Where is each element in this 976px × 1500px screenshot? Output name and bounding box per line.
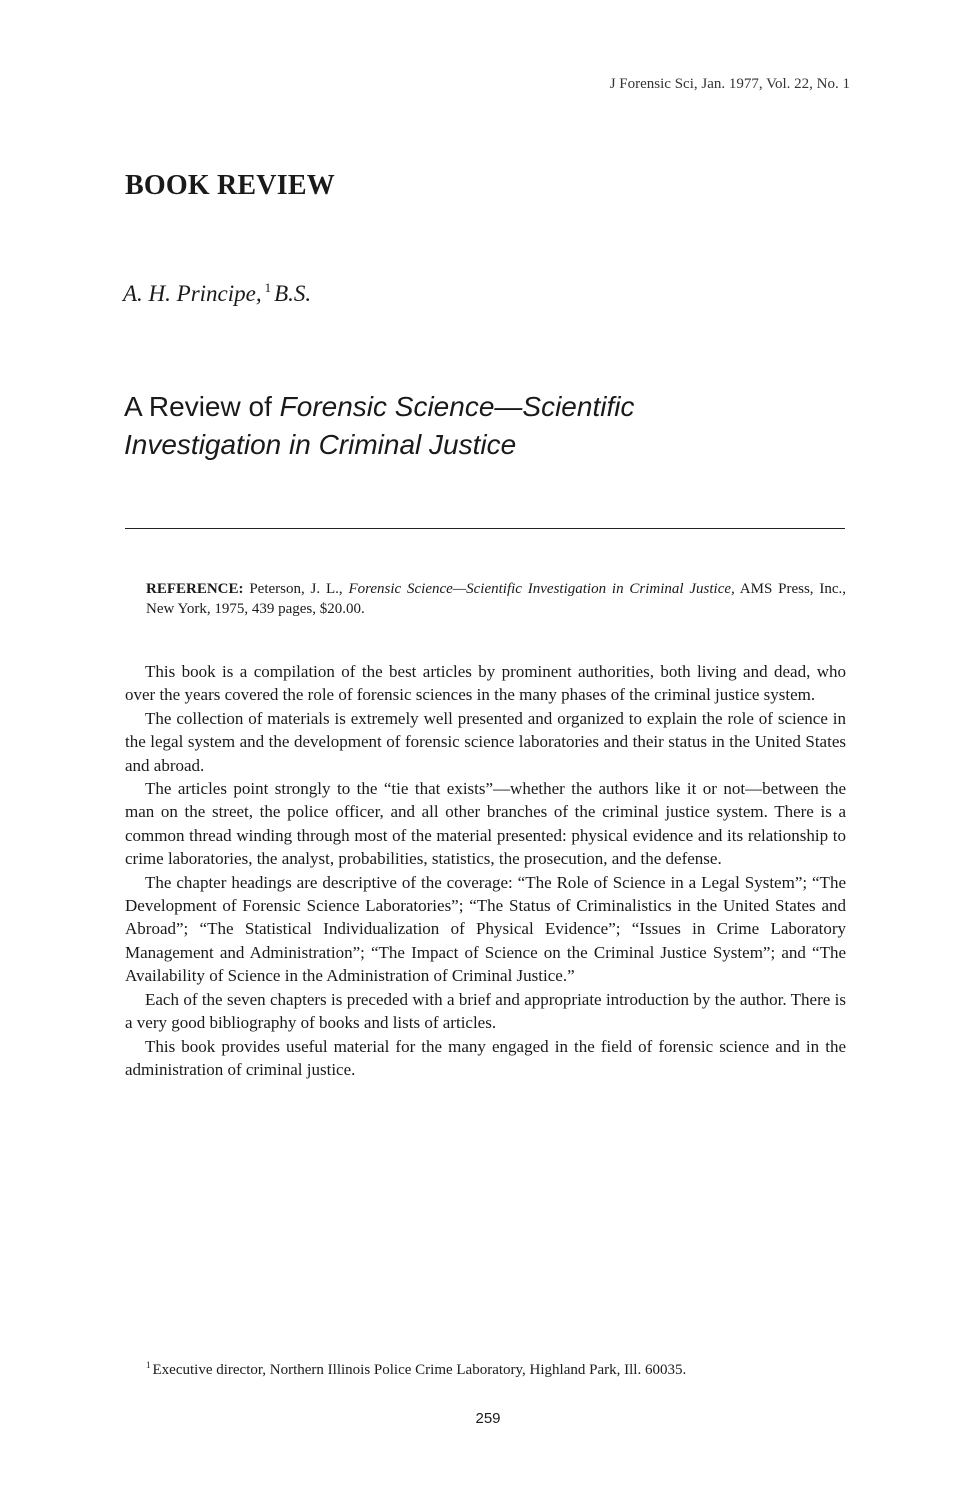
footnote [146,1360,846,1379]
page-number: 259 [475,1410,501,1427]
body-paragraph: The chapter headings are descriptive of the coverage: “The Role of Science in a Legal System”; “The Development of Forensic Science Laboratories”; “The Status of Criminalistics in the United States and Abroad”; “The Statistical Individualization of Physical Evidence”; “Issues in Crime Laboratory Management and Administration”; “The Impact of Science on the Criminal Justice System”; and “The Availability of Science in the Administration of Criminal Justice.” [125,872,846,986]
reference-authors: Peterson, J. L., [249,581,343,597]
review-title [124,388,844,464]
review-book-title-line1: Forensic Science—Scientific [279,391,635,422]
review-book-title-line2: Investigation in Criminal Justice [124,429,517,460]
body-paragraph: This book provides useful material for the many engaged in the field of forensic science and in the administration of criminal justice. [125,1036,846,1079]
author-degree: B.S. [274,281,312,306]
body-paragraph: Each of the seven chapters is preceded with a brief and appropriate introduction by the author. There is a very good bibliography of books and lists of articles. [125,989,846,1033]
body-paragraph: This book is a compilation of the best articles by prominent authorities, both living and dead, who over the years covered the role of forensic sciences in the many phases of the criminal justice system. [125,662,846,705]
body-paragraph: The collection of materials is extremely well presented and organized to explain the role of science in the legal system and the development of forensic science laboratories and their status in the United States and abroad. [125,708,846,775]
body-paragraph: The articles point strongly to the “tie that exists”—whether the authors like it or not—between the man on the street, the police officer, and all other branches of the criminal justice system. There is a common thread winding through most of the material presented: physical evidence and its relationship to crime laboratories, the analyst, probabilities, statistics, the prosecution, and the defense. [125,779,846,869]
reference-block [146,579,846,619]
review-body [125,660,846,1081]
author-line [123,280,311,307]
author-footnote-mark: 1 [264,280,272,295]
title-divider [125,528,845,529]
reference-publication: AMS Press, Inc., New York, 1975, 439 pages, $20.00. [146,581,846,617]
review-title-prefix: A Review of [124,391,280,422]
section-heading: BOOK REVIEW [125,170,335,201]
footnote-text: Executive director, Northern Illinois Police Crime Laboratory, Highland Park, Ill. 60035. [152,1362,687,1378]
footnote-mark: 1 [146,1360,151,1370]
author-name: A. H. Principe, [123,281,262,306]
reference-label: REFERENCE: [146,581,244,597]
reference-book-title: Forensic Science—Scientific Investigation in Criminal Justice, [348,581,735,597]
journal-citation: J Forensic Sci, Jan. 1977, Vol. 22, No. 1 [609,76,850,92]
